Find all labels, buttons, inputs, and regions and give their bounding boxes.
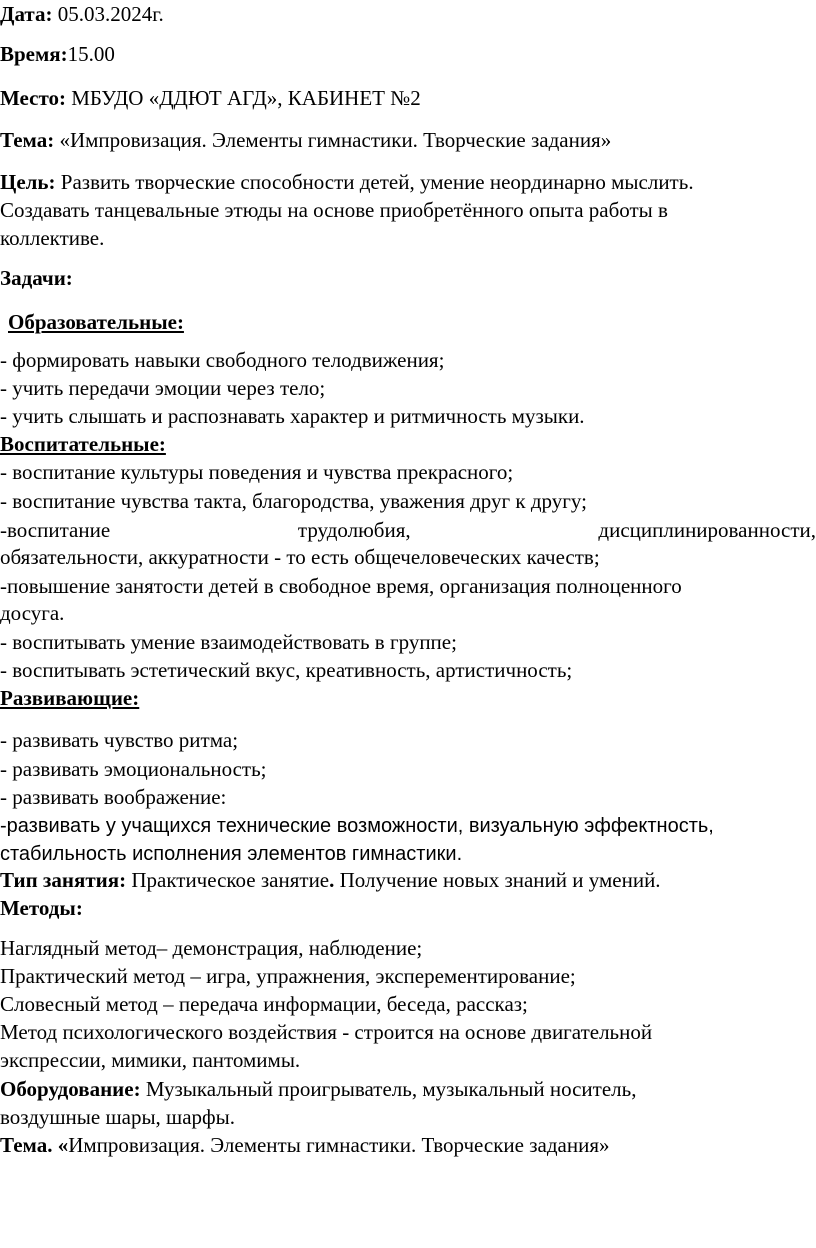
place-line <box>0 84 421 113</box>
goal-line-1 <box>0 168 694 197</box>
upbringing-item: -повышение занятости детей в свободное время, организация полноценного <box>0 574 682 598</box>
topic-label: Тема: <box>0 128 55 152</box>
educational-item: - формировать навыки свободного телодвижения; <box>0 348 445 372</box>
methods-heading: Методы: <box>0 896 83 920</box>
lesson-type-value-2: Получение новых знаний и умений. <box>334 868 661 892</box>
lesson-type-label: Тип занятия: <box>0 868 127 892</box>
upbringing-word: дисциплинированности, <box>598 518 816 542</box>
upbringing-word: трудолюбия, <box>297 518 411 542</box>
tasks-heading: Задачи: <box>0 266 73 290</box>
goal-line-2: Создавать танцевальные этюды на основе приобретённого опыта работы в <box>0 198 668 222</box>
equipment-value: Музыкальный проигрыватель, музыкальный носитель, <box>140 1077 637 1101</box>
lesson-type-line <box>0 866 661 895</box>
goal-label: Цель: <box>0 170 56 194</box>
method-item: Практический метод – игра, упражнения, эксперементирование; <box>0 964 576 988</box>
goal-line-3: коллективе. <box>0 226 105 250</box>
upbringing-heading: Воспитательные: <box>0 432 166 456</box>
upbringing-item: обязательности, аккуратности - то есть общечеловеческих качеств; <box>0 545 600 569</box>
educational-item: - учить слышать и распознавать характер и ритмичность музыки. <box>0 404 585 428</box>
topic-line <box>0 126 611 155</box>
lesson-type-dot: . <box>329 868 335 892</box>
educational-heading: Образовательные: <box>8 310 184 334</box>
upbringing-item-justified <box>0 516 816 545</box>
developing-item: стабильность исполнения элементов гимнастики. <box>0 843 463 865</box>
method-item: Метод психологического воздействия - строится на основе двигательной <box>0 1020 653 1044</box>
educational-item: - учить передачи эмоции через тело; <box>0 376 326 400</box>
topic-value: «Импровизация. Элементы гимнастики. Творческие задания» <box>54 128 612 152</box>
upbringing-item: - воспитание чувства такта, благородства, уважения друг к другу; <box>0 489 587 513</box>
time-line <box>0 40 115 69</box>
equipment-label: Оборудование: <box>0 1077 141 1101</box>
developing-item: -развивать у учащихся технические возможности, визуальную эффектность, <box>0 815 714 837</box>
developing-heading: Развивающие: <box>0 686 140 710</box>
date-line <box>0 0 164 29</box>
upbringing-item: - воспитывать эстетический вкус, креативность, артистичность; <box>0 658 573 682</box>
equipment-line-2: воздушные шары, шарфы. <box>0 1105 236 1129</box>
place-value: МБУДО «ДДЮТ АГД», КАБИНЕТ №2 <box>65 86 421 110</box>
footer-topic-line <box>0 1131 609 1160</box>
developing-item: - развивать эмоциональность; <box>0 757 267 781</box>
goal-text-1: Развить творческие способности детей, умение неординарно мыслить. <box>55 170 694 194</box>
upbringing-word: -воспитание <box>0 518 111 542</box>
upbringing-item: - воспитание культуры поведения и чувства прекрасного; <box>0 460 514 484</box>
lesson-type-value: Практическое занятие <box>126 868 330 892</box>
developing-item: - развивать чувство ритма; <box>0 728 239 752</box>
date-value: 05.03.2024г. <box>52 2 164 26</box>
developing-item: - развивать воображение: <box>0 785 227 809</box>
time-value: 15.00 <box>67 42 115 66</box>
method-item: Наглядный метод– демонстрация, наблюдение; <box>0 936 423 960</box>
upbringing-item: - воспитывать умение взаимодействовать в группе; <box>0 630 457 654</box>
equipment-line <box>0 1075 636 1104</box>
footer-topic-label: Тема. « <box>0 1133 69 1157</box>
time-label: Время: <box>0 42 68 66</box>
upbringing-item: досуга. <box>0 601 65 625</box>
method-item: экспрессии, мимики, пантомимы. <box>0 1048 301 1072</box>
date-label: Дата: <box>0 2 53 26</box>
method-item: Словесный метод – передача информации, беседа, рассказ; <box>0 992 528 1016</box>
place-label: Место: <box>0 86 66 110</box>
footer-topic-value: Импровизация. Элементы гимнастики. Творческие задания» <box>68 1133 610 1157</box>
